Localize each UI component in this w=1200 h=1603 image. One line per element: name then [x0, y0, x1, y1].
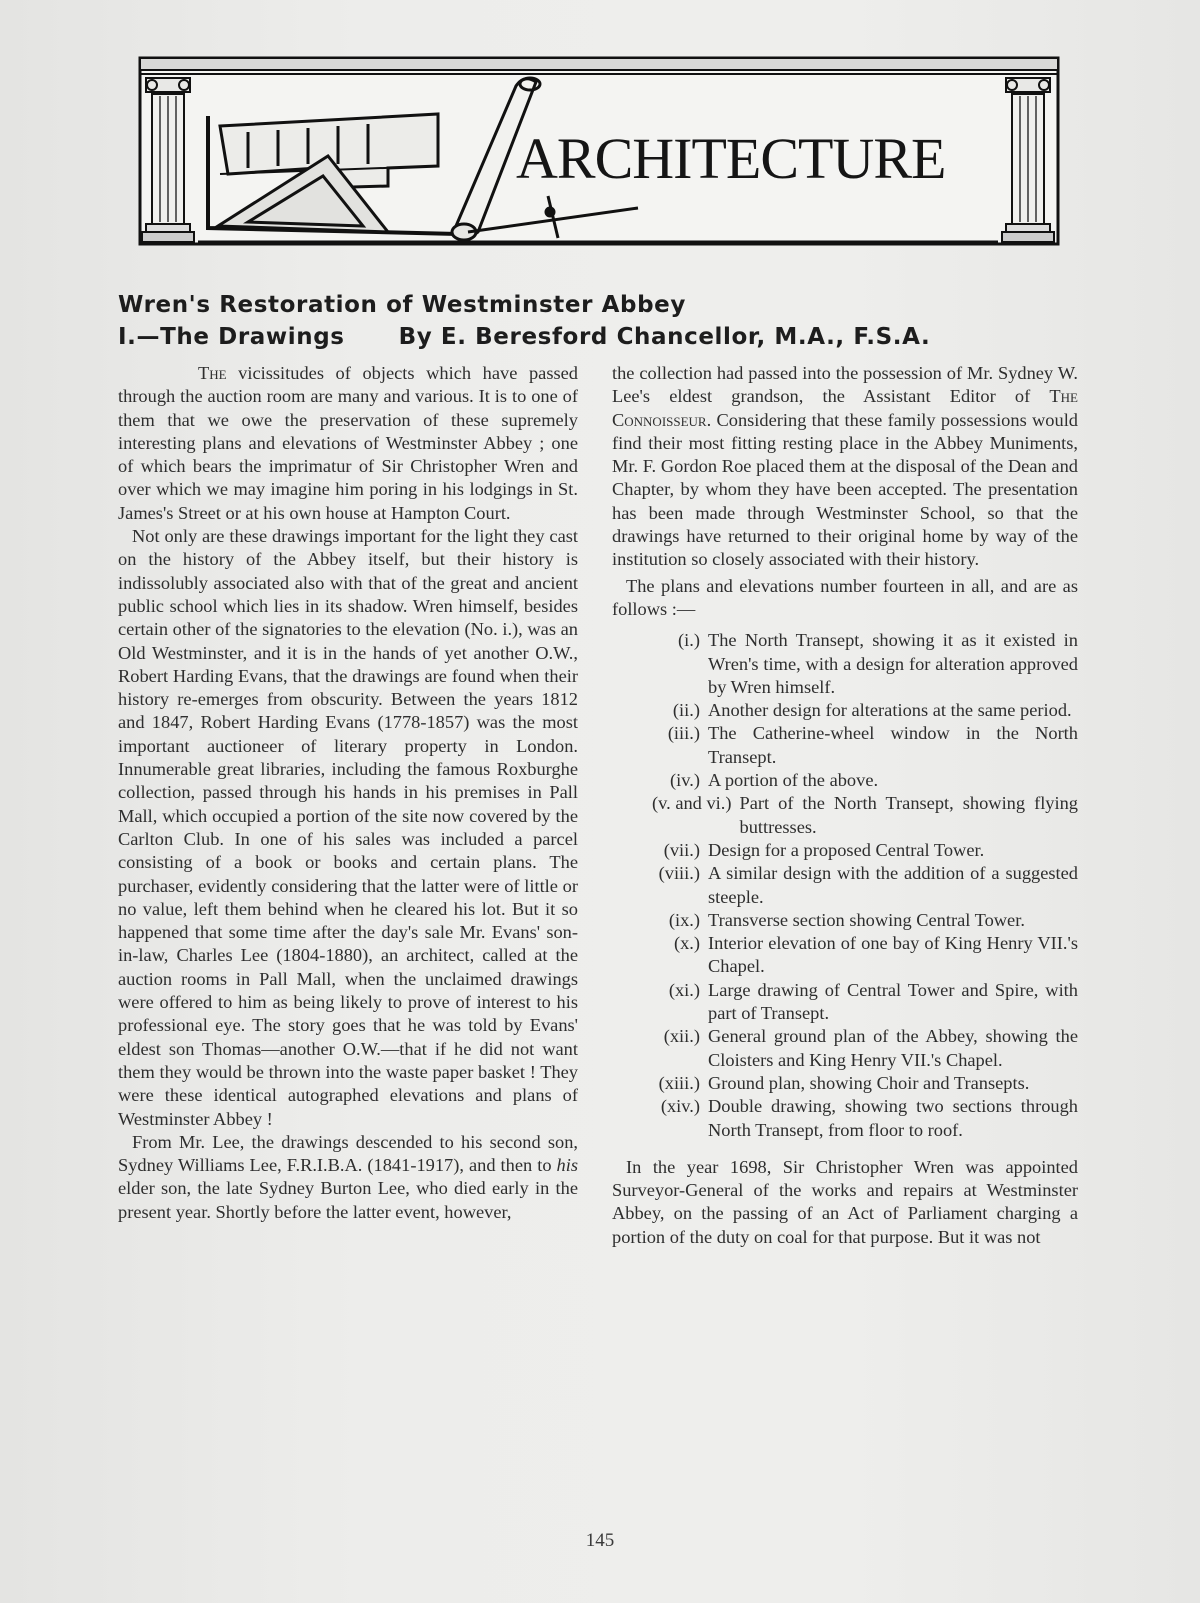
list-item [612, 769, 1078, 792]
list-text: Ground plan, showing Choir and Transepts. [708, 1072, 1030, 1093]
list-number: (i.) [678, 630, 700, 651]
list-item [612, 629, 1078, 699]
list-item [612, 792, 1078, 839]
article-byline: By E. Beresford Chancellor, M.A., F.S.A. [398, 324, 931, 350]
article-title: Wren's Restoration of Westminster Abbey [118, 292, 686, 318]
paragraph: The plans and elevations number fourteen in all, and are as follows :— [612, 575, 1078, 619]
list-text: The North Transept, showing it as it existed in Wren's time, with a design for alteration approved by Wren himself. [708, 630, 1078, 697]
paragraph: Not only are these drawings important for the light they cast on the history of the Abbey itself, but their history is indissolubly associated also with that of the great and ancient public school which lies in its shadow. Wren himself, besides certain other of the signatories to the elevation (No. i.), was an Old Westminster, and it is in the hands of yet another O.W., Robert Harding Evans, that the drawings are found when their history re-emerges from obscurity. Between the years 1812 and 1847, Robert Harding Evans (1778-1857) was the most important auctioneer of literary property in London. Innumerable great libraries, including the famous Roxburghe collection, passed through his hands in his premises in Pall Mall, which occupied a portion of the site now covered by the Carlton Club. In one of his sales was included a parcel consisting of a book or books and certain plans. The purchaser, evidently considering that the latter were of little or no value, left them behind when he cleared his lot. But it so happened that some time after the day's sale Mr. Evans' son-in-law, Charles Lee (1804-1880), an architect, called at the auction rooms in Pall Mall, when the unclaimed drawings were offered to him as being likely to prove of interest to his professional eye. The story goes that he was told by Evans' eldest son Thomas—another O.W.—that if he did not want them they would be thrown into the waste paper basket ! They were these identical autographed elevations and plans of Westminster Abbey ! [118, 526, 578, 1129]
list-item [612, 722, 1078, 769]
drawings-list [612, 629, 1078, 1142]
list-number: (viii.) [658, 863, 700, 884]
list-number: (ii.) [672, 700, 700, 721]
architecture-banner [138, 56, 1060, 248]
paragraph-text: . Considering that these family possessions would find their most fitting resting place in the Abbey Muniments, Mr. F. Gordon Roe placed them at the disposal of the Dean and Chapter, by whom they have been accepted. The presentation has been made through Westminster School, so that the drawings have returned to their original home by way of the institution so closely associated with their history. [612, 409, 1078, 570]
list-item [612, 1025, 1078, 1072]
paragraph-text: elder son, the late Sydney Burton Lee, who died early in the present year. Shortly before the latter event, however, [118, 1178, 578, 1222]
paragraph: In the year 1698, Sir Christopher Wren was appointed Surveyor-General of the works and repairs at Westminster Abbey, on the passing of an Act of Parliament charging a portion of the duty on coal for that purpose. But it was not [612, 1156, 1078, 1247]
paragraph [118, 362, 578, 525]
list-item [612, 1072, 1078, 1095]
list-number: (xiii.) [658, 1072, 700, 1093]
list-text: Large drawing of Central Tower and Spire, with part of Transept. [708, 979, 1078, 1024]
list-text: General ground plan of the Abbey, showing the Cloisters and King Henry VII.'s Chapel. [708, 1026, 1078, 1070]
list-text: Transverse section showing Central Tower. [708, 909, 1025, 930]
paragraph-text: the collection had passed into the possession of Mr. Sydney W. Lee's eldest grandson, the Assistant Editor of [612, 363, 1078, 407]
list-item [612, 1095, 1078, 1142]
list-item [612, 909, 1078, 932]
list-number: (xiv.) [660, 1096, 700, 1117]
list-text: Interior elevation of one bay of King Henry VII.'s Chapel. [708, 933, 1078, 977]
paragraph [612, 362, 1078, 572]
list-text: A similar design with the addition of a suggested steeple. [708, 863, 1078, 907]
page-number: 145 [585, 1530, 615, 1551]
paragraph-text: From Mr. Lee, the drawings descended to his second son, Sydney Williams Lee, F.R.I.B.A. (1841-1917), and then to [118, 1131, 578, 1176]
article-headline [118, 292, 1068, 350]
list-item [612, 932, 1078, 979]
list-number: (xi.) [668, 979, 700, 1000]
list-text: A portion of the above. [708, 770, 879, 791]
list-item [612, 699, 1078, 722]
list-text: The Catherine-wheel window in the North Transept. [708, 723, 1078, 767]
list-number: (vii.) [663, 839, 700, 860]
left-column [118, 362, 578, 1224]
dropcap-word: The [198, 363, 227, 383]
list-item [612, 862, 1078, 909]
list-number: (x.) [673, 933, 700, 954]
list-text: Double drawing, showing two sections through North Transept, from floor to roof. [708, 1096, 1078, 1140]
paragraph [118, 1131, 578, 1224]
list-text: Part of the North Transept, showing flying buttresses. [739, 793, 1078, 837]
list-number: (iv.) [670, 770, 700, 791]
magazine-name: The Connoisseur [612, 386, 1078, 430]
list-text: Another design for alterations at the same period. [708, 700, 1072, 721]
list-item [612, 839, 1078, 862]
list-item [612, 979, 1078, 1026]
right-column [612, 362, 1078, 1249]
list-number: (v. and vi.) [652, 793, 732, 814]
article-part: I.—The Drawings [118, 324, 345, 350]
banner-title: ARCHITECTURE [516, 126, 946, 191]
paragraph-text: vicissitudes of objects which have passed through the auction room are many and various. It is to one of them that we owe the preservation of these supremely interesting plans and elevations of Westminster Abbey ; one of which bears the imprimatur of Sir Christopher Wren and over which we may imagine him poring in his lodgings in St. James's Street or at his own house at Hampton Court. [118, 363, 578, 523]
list-text: Design for a proposed Central Tower. [708, 839, 985, 860]
list-number: (xii.) [663, 1026, 700, 1047]
list-number: (ix.) [668, 909, 700, 930]
emphasis: his [556, 1155, 578, 1176]
list-number: (iii.) [667, 723, 700, 744]
